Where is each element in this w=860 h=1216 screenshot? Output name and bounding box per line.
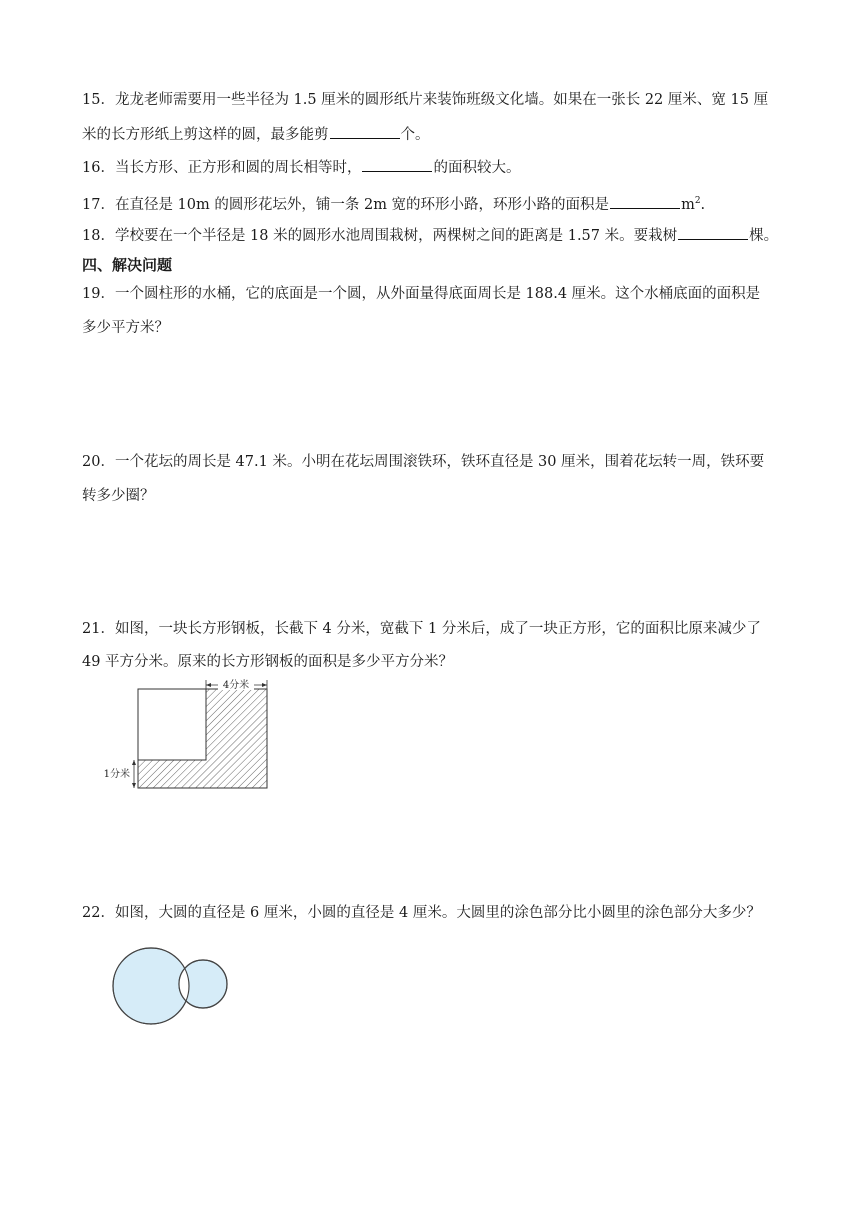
q15-text-post: 个。: [400, 127, 430, 143]
q21-left-label: 1分米: [103, 769, 130, 780]
q16-text-post: 的面积较大。: [433, 160, 521, 176]
q17-unit-sup: 2: [694, 196, 701, 206]
q18-line: [82, 225, 778, 246]
section-title: 四、解决问题: [82, 256, 173, 274]
q21-line2: 49 平方分米。原来的长方形钢板的面积是多少平方分米？: [82, 654, 454, 670]
q21-steel-plate-figure: [95, 676, 275, 794]
q22-line1: 22．如图，大圆的直径是 6 厘米，小圆的直径是 4 厘米。大圆里的涂色部分比小圆里的涂色部分大多少？: [82, 905, 761, 921]
q21-line1: 21．如图，一块长方形钢板，长截下 4 分米，宽截下 1 分米后，成了一块正方形，它的面积比原来减少了: [82, 621, 761, 637]
q15-line2: [82, 124, 430, 145]
q20-line2: 转多少圈？: [82, 488, 155, 504]
q16-answer-blank[interactable]: [362, 157, 432, 172]
q22-circles-figure: [105, 940, 240, 1035]
q17-unit: m: [681, 196, 695, 213]
q16-line: [82, 157, 520, 178]
q19-line2: 多少平方米？: [82, 320, 169, 336]
q16-text-pre: 16．当长方形、正方形和圆的周长相等时，: [82, 160, 362, 176]
q15-line1: 15．龙龙老师需要用一些半径为 1.5 厘米的圆形纸片来装饰班级文化墙。如果在一张长 22 厘米、宽 15 厘: [82, 92, 769, 108]
q17-answer-blank[interactable]: [610, 194, 680, 209]
q20-line1: 20．一个花坛的周长是 47.1 米。小明在花坛周围滚铁环，铁环直径是 30 厘米，围着花坛转一周，铁环要: [82, 454, 765, 470]
q19-line1: 19．一个圆柱形的水桶，它的底面是一个圆，从外面量得底面周长是 188.4 厘米。这个水桶底面的面积是: [82, 286, 761, 302]
q17-text-pre: 17．在直径是 10m 的圆形花坛外，铺一条 2m 宽的环形小路，环形小路的面积是: [82, 196, 610, 213]
q21-hatched-region: [138, 689, 267, 788]
q18-text-post: 棵。: [749, 228, 779, 244]
q17-text-post: .: [700, 196, 706, 213]
q18-answer-blank[interactable]: [678, 225, 748, 240]
q21-top-label: 4分米: [222, 680, 250, 691]
q18-text-pre: 18．学校要在一个半径是 18 米的圆形水池周围栽树，两棵树之间的距离是 1.57 米。要栽树: [82, 228, 678, 244]
q21-square-outline: [138, 689, 206, 760]
q17-line: [82, 191, 705, 215]
q15-text-pre: 米的长方形纸上剪这样的圆，最多能剪: [82, 127, 329, 143]
q15-answer-blank[interactable]: [330, 124, 400, 139]
